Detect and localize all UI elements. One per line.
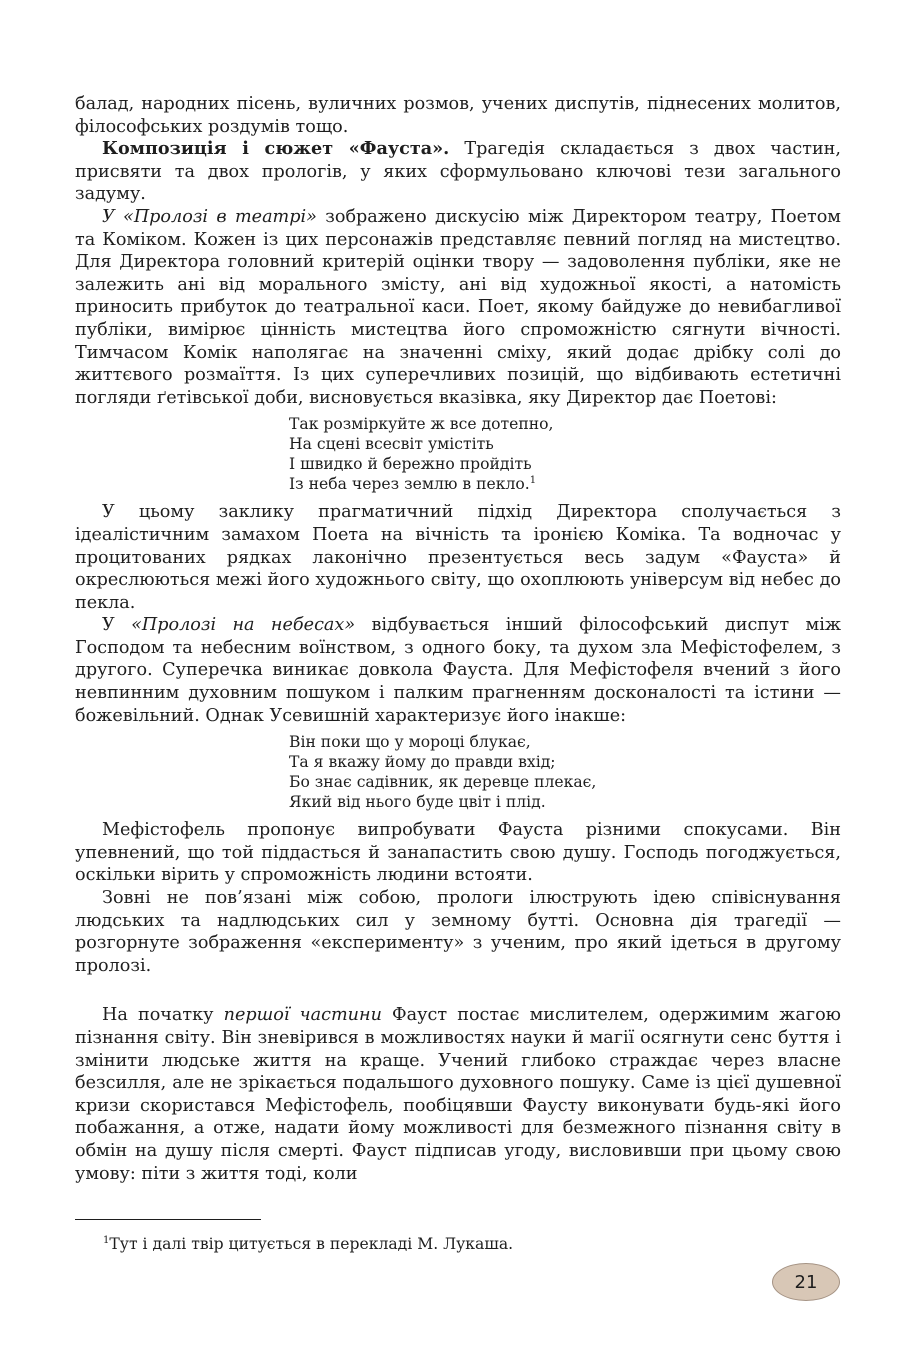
footnote (103, 1231, 513, 1254)
paragraph-spacer (75, 977, 841, 1004)
italic-title: «Пролозі на небесах» (131, 615, 356, 636)
section-heading: Композиція і сюжет «Фауста». (102, 138, 450, 160)
paragraph-text: У (102, 615, 132, 636)
paragraph (75, 206, 841, 409)
verse-line: На сцені всесвіт умістіть (289, 435, 494, 454)
verse-line: Він поки що у мороці блукає, (289, 733, 531, 752)
footnote-text: Тут і далі твір цитується в перекладі М. Лукаша. (109, 1235, 514, 1254)
verse-line: Бо знає садівник, як деревце плекає, (289, 773, 597, 792)
paragraph: У цьому заклику прагматичний підхід Директора сполучається з ідеалістичним замахом Поета на вічність та іронією Коміка. Та водночас у процитованих рядках лаконічно презентується весь задум «Фауста» й окреслюються межі його художнього світу, що охоплюють універсум від небес до пекла. (75, 502, 841, 613)
verse-quote-1 (289, 414, 841, 494)
paragraph-text: відбувається інший філософський диспут між Господом та небесним воїнством, з одного боку, та духом зла Мефістофелем, з другого. Суперечка виникає довкола Фауста. Для Мефістофеля вчений з його невпинним духовним пошуком і палким прагненням досконалості та істини — божевільний. Однак Усевишній характеризує його інакше: (75, 615, 842, 726)
paragraph: Мефістофель пропонує випробувати Фауста різними спокусами. Він упевнений, що той піддасться й занапастить свою душу. Господь погоджується, оскільки вірить у спроможність людини встояти. (75, 820, 841, 886)
verse-line-text: Із неба через землю в пекло. (289, 475, 530, 494)
italic-title: У «Пролозі в театрі» (102, 206, 317, 227)
page-body (75, 93, 841, 1185)
paragraph-text: Трагедія складається з двох частин, присвяти та двох прологів, у яких сформульовано ключові тези загального задуму. (75, 139, 842, 205)
footnote-divider (75, 1219, 261, 1220)
footnote-reference: 1 (529, 475, 537, 487)
verse-line: Який від нього буде цвіт і плід. (289, 793, 546, 812)
verse-quote-2 (289, 732, 841, 812)
italic-term: першої частини (223, 1005, 382, 1026)
paragraph: балад, народних пісень, вуличних розмов, учених диспутів, піднесених молитов, філософських роздумів тощо. (75, 94, 841, 137)
paragraph-text: зображено дискусію між Директором театру, Поетом та Коміком. Кожен із цих персонажів представляє певний погляд на мистецтво. Для Директора головний критерій оцінки твору — задоволення публіки, яке не залежить ані від морального змісту, ані від художньої якості, а натомість приносить прибуток до театральної каси. Поет, якому байдуже до невибагливої публіки, вимірює цінність мистецтва його спроможністю сягнути вічності. Тимчасом Комік наполягає на значенні сміху, який додає дрібку солі до життєвого розмаїття. Із цих суперечливих позицій, що відбивають естетичні погляди ґетівської доби, висновується вказівка, яку Директор дає Поетові: (75, 206, 841, 408)
paragraph-text: На початку (102, 1005, 224, 1026)
verse-line: Та я вкажу йому до правди вхід; (289, 753, 556, 772)
page-number: 21 (794, 1271, 818, 1293)
verse-line: І швидко й бережно пройдіть (289, 455, 532, 474)
footnote-mark: 1 (103, 1235, 110, 1246)
paragraph (75, 138, 841, 206)
page-number-badge (772, 1263, 840, 1301)
verse-line: Так розміркуйте ж все дотепно, (289, 415, 554, 434)
verse-line (289, 474, 841, 494)
paragraph: Зовні не пов’язані між собою, прологи ілюструють ідею співіснування людських та надлюдських сил у земному бутті. Основна дія трагедії — розгорнуте зображення «експерименту» з ученим, про який ідеться в другому пролозі. (75, 888, 841, 976)
paragraph (75, 1004, 841, 1185)
paragraph (75, 614, 841, 727)
paragraph-text: Фауст постає мислителем, одержимим жагою пізнання світу. Він зневірився в можливостях науки й магії осягнути сенс буття і змінити людське життя на краще. Учений глибоко страждає через власне безсилля, але не зрікається подальшого духовного пошуку. Саме із цієї душевної кризи скористався Мефістофель, пообіцявши Фаусту виконувати будь-які його побажання, а отже, надати йому можливості для безмежного пізнання світу в обмін на душу після смерті. Фауст підписав угоду, висловивши при цьому свою умову: піти з життя тоді, коли (75, 1005, 841, 1184)
